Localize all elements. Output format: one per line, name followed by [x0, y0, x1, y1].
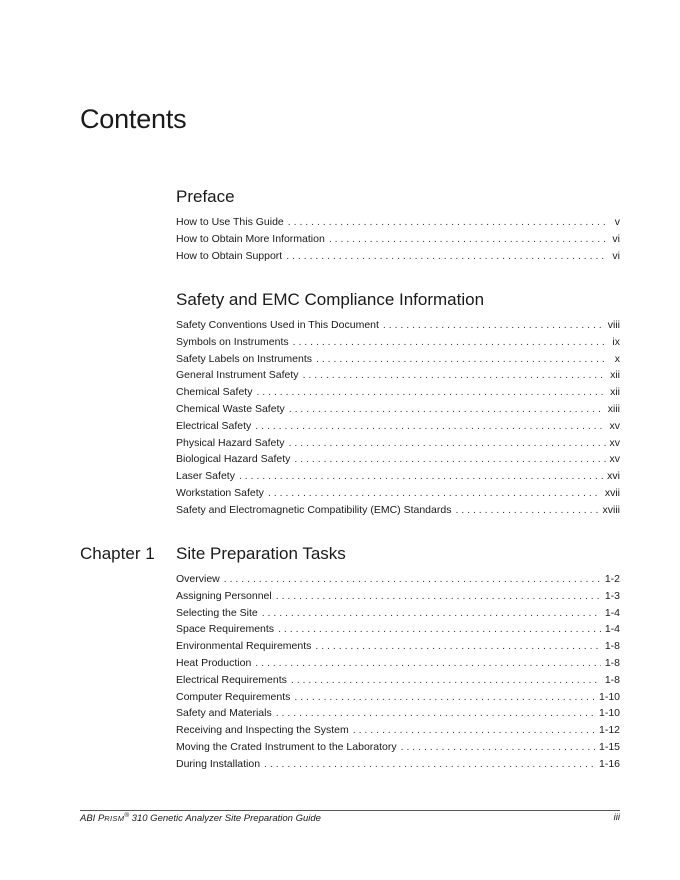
toc-entry[interactable] — [176, 739, 620, 756]
toc-entry-page: 1-4 — [604, 606, 620, 619]
toc-entry[interactable] — [176, 485, 620, 502]
toc-entry-title: Biological Hazard Safety — [176, 453, 291, 466]
toc-entry-page: 1-12 — [598, 724, 620, 737]
toc-entry-page: xvii — [604, 486, 620, 499]
dot-leader — [303, 367, 606, 384]
toc-entry-title: Workstation Safety — [176, 486, 264, 499]
toc-entry[interactable] — [176, 231, 620, 248]
toc-entry-title: Symbols on Instruments — [176, 335, 289, 348]
dot-leader — [239, 468, 603, 485]
toc-entry-page: ix — [612, 335, 620, 348]
toc-entry-title: Assigning Personnel — [176, 589, 272, 602]
toc-entry-page: x — [614, 352, 620, 365]
footer-page-number: iii — [613, 812, 620, 823]
toc-entry-page: xii — [610, 386, 620, 399]
toc-entry[interactable] — [176, 248, 620, 265]
toc-entry-title: Safety Conventions Used in This Document — [176, 319, 379, 331]
toc-entry[interactable] — [176, 351, 620, 368]
toc-entry-page: 1-2 — [604, 573, 620, 585]
dot-leader — [294, 451, 605, 468]
toc-entry-page: xviii — [602, 503, 620, 516]
toc-entry[interactable] — [176, 588, 620, 605]
dot-leader — [256, 384, 606, 401]
dot-leader — [268, 485, 601, 502]
dot-leader — [289, 435, 606, 452]
toc-entry-title: Laser Safety — [176, 470, 235, 483]
dot-leader — [276, 588, 601, 605]
toc-entry-title: Physical Hazard Safety — [176, 436, 285, 449]
dot-leader — [255, 418, 605, 435]
toc-entry[interactable] — [176, 384, 620, 401]
toc-entry-title: Chemical Waste Safety — [176, 402, 285, 415]
toc-entry[interactable] — [176, 401, 620, 418]
toc-entry[interactable] — [176, 418, 620, 435]
toc-entry[interactable] — [176, 435, 620, 452]
toc-entry-title: How to Obtain More Information — [176, 232, 325, 245]
toc-entry-title: During Installation — [176, 757, 261, 770]
footer-rule — [80, 810, 620, 811]
dot-leader — [264, 756, 595, 773]
toc-entry-page: 1-10 — [598, 690, 620, 703]
toc-entry[interactable] — [176, 367, 620, 384]
toc-entry-page: xiii — [607, 402, 620, 415]
toc-entry[interactable] — [176, 468, 620, 485]
toc-section — [176, 186, 620, 264]
toc-entry-title: How to Use This Guide — [176, 216, 284, 228]
toc-entry[interactable] — [176, 502, 620, 519]
toc-entry-page: 1-3 — [604, 589, 620, 602]
dot-leader — [455, 502, 598, 519]
toc-entry[interactable] — [176, 451, 620, 468]
section-title: Preface — [176, 187, 235, 206]
dot-leader — [353, 722, 595, 739]
toc-entry-page: 1-8 — [604, 640, 620, 653]
toc-section — [80, 543, 620, 773]
toc-entry-title: Electrical Requirements — [176, 673, 287, 686]
toc-entry-title: Receiving and Inspecting the System — [176, 724, 349, 737]
toc-entry-page: 1-8 — [604, 673, 620, 686]
toc-entry[interactable] — [176, 638, 620, 655]
dot-leader — [255, 655, 601, 672]
dot-leader — [401, 739, 595, 756]
toc-entry-page: 1-4 — [604, 623, 620, 636]
toc-entry-page: v — [614, 216, 620, 228]
toc-entry-page: xvi — [607, 470, 620, 483]
dot-leader — [383, 317, 604, 334]
footer-guide-title: ABI PRISM® 310 Genetic Analyzer Site Preparation Guide — [80, 812, 321, 825]
toc-entry-title: Computer Requirements — [176, 690, 291, 703]
dot-leader — [276, 705, 595, 722]
toc-entry[interactable] — [176, 317, 620, 334]
toc-entry[interactable] — [176, 214, 620, 231]
toc-entry-page: xv — [609, 453, 620, 466]
toc-entry-page: xv — [609, 419, 620, 432]
toc-entry-page: 1-10 — [598, 707, 620, 720]
toc-entry[interactable] — [176, 722, 620, 739]
dot-leader — [316, 351, 606, 368]
toc-entry[interactable] — [176, 655, 620, 672]
toc-entry-title: How to Obtain Support — [176, 249, 283, 262]
section-title: Site Preparation Tasks — [176, 544, 346, 563]
toc-entry-page: xii — [610, 369, 620, 382]
toc-entry-page: 1-16 — [598, 757, 620, 770]
toc-entry-title: Safety and Electromagnetic Compatibility (EMC) Standards — [176, 503, 452, 516]
toc-entry-title: Safety and Materials — [176, 707, 272, 720]
dot-leader — [224, 571, 601, 588]
toc-entry[interactable] — [176, 705, 620, 722]
toc-entry-title: Moving the Crated Instrument to the Laboratory — [176, 740, 397, 753]
dot-leader — [289, 401, 604, 418]
dot-leader — [291, 672, 601, 689]
dot-leader — [278, 621, 601, 638]
toc-entry[interactable] — [176, 672, 620, 689]
toc-entry-title: Overview — [176, 573, 220, 585]
toc-entry-title: Chemical Safety — [176, 386, 253, 399]
section-title: Safety and EMC Compliance Information — [176, 290, 485, 309]
toc-entry[interactable] — [176, 605, 620, 622]
toc-entry-title: Space Requirements — [176, 623, 275, 636]
toc-entry-title: Heat Production — [176, 656, 252, 669]
toc-entry[interactable] — [176, 571, 620, 588]
page-footer — [80, 812, 620, 824]
toc-entry-title: General Instrument Safety — [176, 369, 299, 382]
toc-entry-page: vi — [612, 232, 620, 245]
toc-entry[interactable] — [176, 621, 620, 638]
dot-leader — [288, 214, 606, 231]
dot-leader — [286, 248, 606, 265]
toc-entry-page: vi — [612, 249, 620, 262]
dot-leader — [294, 689, 595, 706]
toc-entry-title: Selecting the Site — [176, 606, 258, 619]
toc-entry[interactable] — [176, 756, 620, 773]
toc-entry-title: Safety Labels on Instruments — [176, 352, 312, 365]
dot-leader — [329, 231, 606, 248]
toc-entry-page: xv — [609, 436, 620, 449]
toc-entry[interactable] — [176, 334, 620, 351]
toc-section — [176, 289, 620, 519]
page-title: Contents — [80, 104, 187, 134]
dot-leader — [315, 638, 600, 655]
toc-entry-title: Environmental Requirements — [176, 640, 312, 653]
toc-entry-page: 1-15 — [598, 740, 620, 753]
toc-entry-page: viii — [607, 319, 620, 331]
chapter-label: Chapter 1 — [80, 544, 155, 563]
dot-leader — [293, 334, 606, 351]
toc-entry[interactable] — [176, 689, 620, 706]
toc-entry-page: 1-8 — [604, 656, 620, 669]
toc-entry-title: Electrical Safety — [176, 419, 252, 432]
dot-leader — [262, 605, 601, 622]
